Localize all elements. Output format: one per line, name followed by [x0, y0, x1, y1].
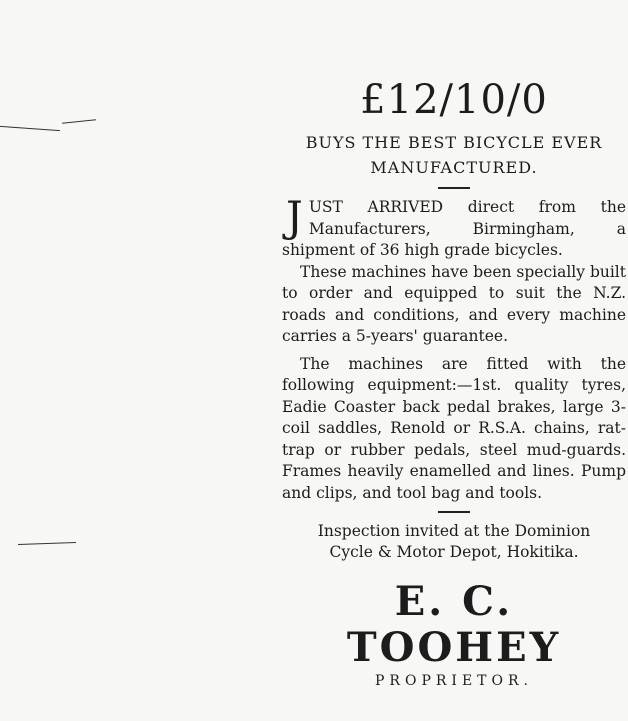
divider: [438, 187, 470, 189]
paragraph-machines: These machines have been specially built to order and equipped to suit the N.Z. roads and conditions, and every machine carries a 5-years' guarantee.: [282, 262, 626, 345]
proprietor-title: PROPRIETOR.: [375, 673, 533, 689]
paragraph-equipment: The machines are fitted with the following equipment:—1st. quality tyres, Eadie Coaster back pedal brakes, large 3-coil saddles, Renold or R.S.A. chains, rat-trap or rubber pedals, steel mud-guards. Frames heavily enamelled and lines. Pump and clips, and tool bag and tools.: [282, 354, 626, 502]
headline-line-1: BUYS THE BEST BICYCLE EVER: [305, 133, 603, 152]
inspection-line-1: Inspection invited at the Dominion: [317, 522, 591, 540]
divider: [438, 511, 470, 513]
proprietor-name: E. C. TOOHEY: [346, 578, 562, 671]
advertisement: [282, 76, 626, 691]
drop-cap: J: [286, 192, 303, 241]
inspection-notice: [282, 521, 626, 563]
price-heading: £12/10/0: [360, 77, 548, 123]
paragraph-arrival: [282, 192, 626, 262]
margin-mark: [0, 126, 60, 131]
margin-mark: [18, 542, 76, 545]
headline: [282, 130, 626, 180]
headline-line-2: MANUFACTURED.: [370, 158, 538, 177]
inspection-line-2: Cycle & Motor Depot, Hokitika.: [329, 543, 579, 561]
paragraph-arrival-text: UST ARRIVED direct from the Manufacturers, Birmingham, a shipment of 36 high grade bicycles.: [282, 198, 626, 259]
margin-mark: [62, 119, 96, 124]
